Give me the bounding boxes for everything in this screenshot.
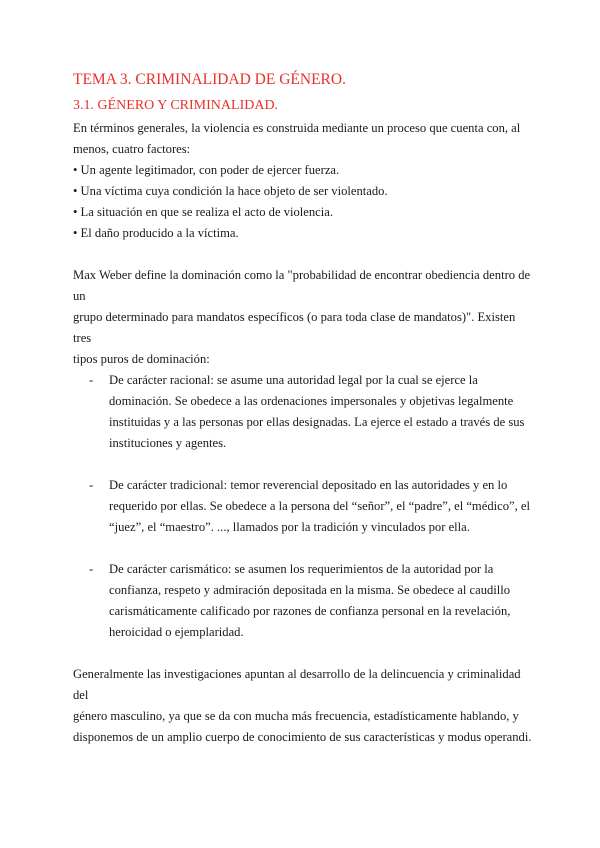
type-line: instituidas y a las personas por ellas designadas. La ejerce el estado a través de sus (109, 415, 525, 429)
section-subtitle: 3.1. GÉNERO Y CRIMINALIDAD. (73, 98, 279, 113)
type-line: carismáticamente calificado por razones de confianza personal en la revelación, (109, 604, 511, 618)
dash-bullet: - (89, 562, 94, 576)
type-line: “juez”, el “maestro”. ..., llamados por la tradición y vinculados por ella. (109, 520, 470, 534)
closing-line: disponemos de un amplio cuerpo de conocimiento de sus características y modus operandi. (73, 730, 532, 744)
factor-item: • Un agente legitimador, con poder de ejercer fuerza. (73, 163, 340, 177)
closing-paragraph (73, 664, 533, 748)
intro-paragraph (73, 118, 533, 160)
type-line: instituciones y agentes. (109, 436, 227, 450)
type-line: requerido por ellas. Se obedece a la persona del “señor”, el “padre”, el “médico”, el (109, 499, 530, 513)
intro-line: En términos generales, la violencia es construida mediante un proceso que cuenta con, al (73, 121, 521, 135)
factors-list (73, 160, 533, 244)
type-line: dominación. Se obedece a las ordenaciones impersonales y objetivas legalmente (109, 394, 514, 408)
domination-type-rational (73, 370, 533, 454)
list-gap (73, 538, 533, 559)
type-line: De carácter racional: se asume una autoridad legal por la cual se ejerce la (109, 373, 478, 387)
type-line: De carácter carismático: se asumen los requerimientos de la autoridad por la (109, 562, 494, 576)
factor-item: • Una víctima cuya condición la hace objeto de ser violentado. (73, 184, 388, 198)
domination-type-charismatic (73, 559, 533, 643)
paragraph-gap (73, 244, 533, 265)
type-line: confianza, respeto y admiración depositada en la misma. Se obedece al caudillo (109, 583, 511, 597)
weber-line: Max Weber define la dominación como la "probabilidad de encontrar obediencia dentro de un (73, 268, 531, 303)
domination-types-list (73, 370, 533, 643)
dash-bullet: - (89, 478, 94, 492)
document-content (73, 70, 533, 748)
closing-line: género masculino, ya que se da con mucha más frecuencia, estadísticamente hablando, y (73, 709, 519, 723)
dash-bullet: - (89, 373, 94, 387)
page-title: TEMA 3. CRIMINALIDAD DE GÉNERO. (73, 71, 346, 88)
intro-line: menos, cuatro factores: (73, 142, 191, 156)
weber-line: tipos puros de dominación: (73, 352, 210, 366)
factor-item: • El daño producido a la víctima. (73, 226, 239, 240)
list-gap (73, 454, 533, 475)
weber-paragraph (73, 265, 533, 370)
closing-line: Generalmente las investigaciones apuntan al desarrollo de la delincuencia y criminalidad del (73, 667, 521, 702)
type-line: heroicidad o ejemplaridad. (109, 625, 244, 639)
weber-line: grupo determinado para mandatos específicos (o para toda clase de mandatos)". Existen tres (73, 310, 516, 345)
factor-item: • La situación en que se realiza el acto de violencia. (73, 205, 334, 219)
paragraph-gap (73, 643, 533, 664)
domination-type-traditional (73, 475, 533, 538)
type-line: De carácter tradicional: temor reverencial depositado en las autoridades y en lo (109, 478, 508, 492)
